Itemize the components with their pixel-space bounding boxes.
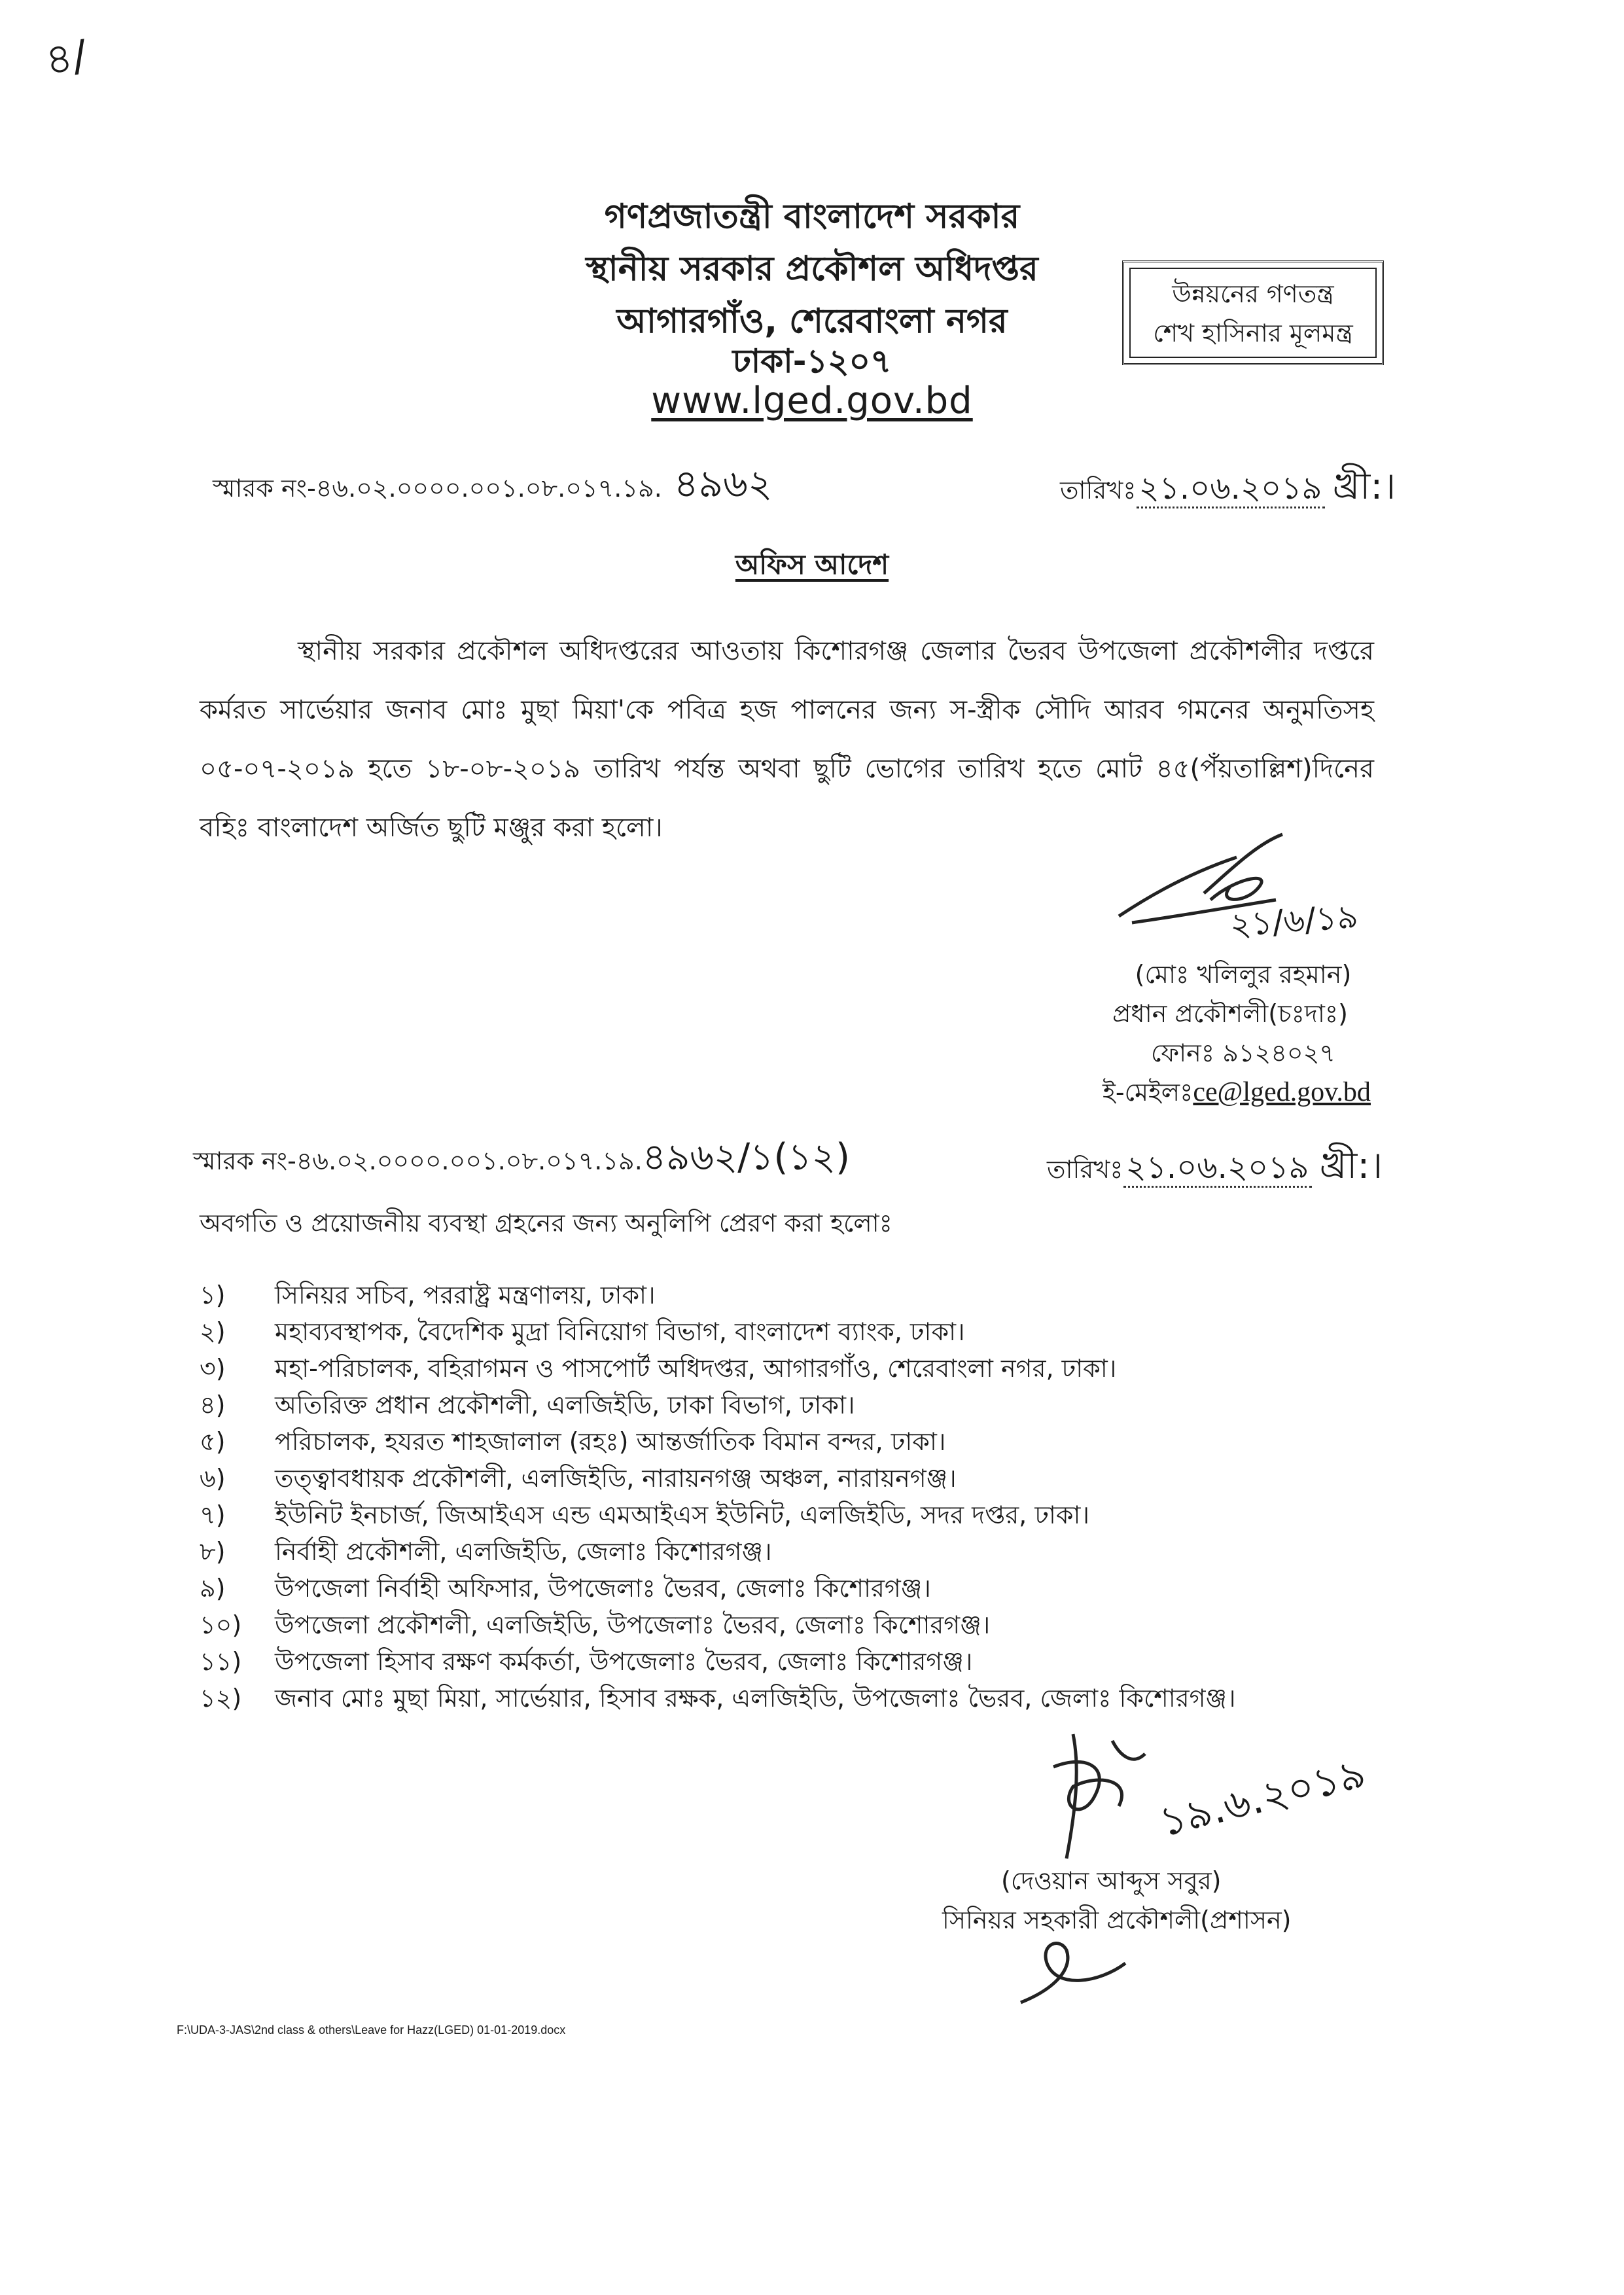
recipient-text: সিনিয়র সচিব, পররাষ্ট্র মন্ত্রণালয়, ঢাকা।: [275, 1281, 656, 1309]
email-link[interactable]: ce@lged.gov.bd: [1193, 1077, 1371, 1107]
recipient-number: ৬): [200, 1464, 226, 1493]
date-label: তারিখঃ: [1047, 1155, 1123, 1184]
footer-file-path: F:\UDA-3-JAS\2nd class & others\Leave for Hazz(LGED) 01-01-2019.docx: [177, 2023, 566, 2037]
recipient-text: জনাব মোঃ মুছা মিয়া, সার্ভেয়ার, হিসাব রক্ষক, এলজিইডি, উপজেলাঃ ভৈরব, জেলাঃ কিশোরগঞ্জ।: [275, 1684, 1236, 1713]
header-address: আগারগাঁও, শেরেবাংলা নগর: [616, 302, 1008, 341]
signatory-2-name: (দেওয়ান আব্দুস সবুর): [1001, 1866, 1222, 1895]
memo-handwritten-number: ৪৯৬২: [673, 461, 773, 506]
memo-label: স্মারক নং-৪৬.০২.০০০০.০০১.০৮.০১৭.১৯.: [213, 474, 662, 503]
recipient-text: পরিচালক, হযরত শাহজালাল (রহঃ) আন্তর্জাতিক বিমান বন্দর, ঢাকা।: [275, 1427, 946, 1456]
recipient-number: ১২): [200, 1684, 242, 1713]
recipient-number: ৫): [200, 1427, 226, 1456]
recipient-text: তত্ত্বাবধায়ক প্রকৌশলী, এলজিইডি, নারায়নগঞ্জ অঞ্চল, নারায়নগঞ্জ।: [275, 1464, 957, 1493]
header-website[interactable]: www.lged.gov.bd: [651, 380, 973, 422]
era-handwritten: খ্রী:।: [1332, 465, 1396, 508]
motto-line-1: উন্নয়নের গণতন্ত্র: [1172, 279, 1334, 308]
recipient-number: ১১): [200, 1647, 242, 1676]
motto-box: [1122, 260, 1384, 365]
recipient-text: অতিরিক্ত প্রধান প্রকৌশলী, এলজিইডি, ঢাকা বিভাগ, ঢাকা।: [275, 1391, 855, 1419]
signatory-1-email: [1034, 1073, 1439, 1115]
memo-number-1: [213, 455, 773, 518]
date-label: তারিখঃ: [1060, 476, 1137, 505]
motto-line-2: শেখ হাসিনার মূলমন্ত্র: [1153, 319, 1353, 347]
signature-2-scribble: [1034, 1728, 1165, 1885]
memo-date-2: [1047, 1137, 1383, 1199]
recipient-number: ৮): [200, 1537, 226, 1566]
memo-label: স্মারক নং-৪৬.০২.০০০০.০০১.০৮.০১৭.১৯.: [193, 1147, 643, 1175]
signatory-1-phone: ফোনঃ ৯১২৪০২৭: [1150, 1039, 1336, 1067]
memo-number-2: [193, 1129, 850, 1190]
email-label: ই-মেইলঃ: [1103, 1078, 1193, 1107]
recipient-text: উপজেলা নির্বাহী অফিসার, উপজেলাঃ ভৈরব, জেলাঃ কিশোরগঞ্জ।: [275, 1574, 931, 1603]
memo-date-1: [1060, 458, 1396, 520]
header-department: স্থানীয় সরকার প্রকৌশল অধিদপ্তর: [586, 249, 1038, 289]
recipient-number: ২): [200, 1317, 226, 1346]
recipient-number: ১): [200, 1281, 226, 1309]
memo-handwritten-number: ৪৯৬২/১(১২): [642, 1136, 850, 1179]
signatory-2-designation: সিনিয়র সহকারী প্রকৌশলী(প্রশাসন): [942, 1906, 1292, 1934]
corner-handwritten-mark: ৪/: [42, 31, 90, 86]
recipient-number: ৯): [200, 1574, 226, 1603]
recipient-text: উপজেলা প্রকৌশলী, এলজিইডি, উপজেলাঃ ভৈরব, জেলাঃ কিশোরগঞ্জ।: [275, 1610, 991, 1639]
recipient-text: মহা-পরিচালক, বহিরাগমন ও পাসপোর্ট অধিদপ্তর, আগারগাঁও, শেরেবাংলা নগর, ঢাকা।: [275, 1354, 1117, 1383]
date-handwritten: ২১.০৬.২০১৯: [1137, 470, 1325, 508]
recipient-text: ইউনিট ইনচার্জ, জিআইএস এন্ড এমআইএস ইউনিট, এলজিইডি, সদর দপ্তর, ঢাকা।: [275, 1501, 1090, 1529]
copy-intro: অবগতি ও প্রয়োজনীয় ব্যবস্থা গ্রহনের জন্য অনুলিপি প্রেরণ করা হলোঃ: [200, 1209, 892, 1237]
signature-1-date: ২১/৬/১৯: [1228, 897, 1360, 944]
era-handwritten: খ্রী:।: [1319, 1145, 1383, 1187]
signatory-1-designation: প্রধান প্রকৌশলী(চঃদাঃ): [1112, 999, 1348, 1028]
recipient-number: ৪): [200, 1391, 226, 1419]
recipient-number: ৭): [200, 1501, 226, 1529]
signatory-1-name: (মোঃ খলিলুর রহমান): [1135, 960, 1352, 989]
signature-2-flourish: [995, 1917, 1165, 2022]
date-handwritten: ২১.০৬.২০১৯: [1123, 1149, 1312, 1188]
recipient-number: ৩): [200, 1354, 226, 1383]
recipient-number: ১০): [200, 1610, 242, 1639]
recipient-text: মহাব্যবস্থাপক, বৈদেশিক মুদ্রা বিনিয়োগ বিভাগ, বাংলাদেশ ব্যাংক, ঢাকা।: [275, 1317, 965, 1346]
order-title: অফিস আদেশ: [735, 548, 889, 580]
header-city: ঢাকা-১২০৭: [732, 342, 892, 380]
header-government: গণপ্রজাতন্ত্রী বাংলাদেশ সরকার: [604, 197, 1020, 236]
signature-2-date: ১৯.৬.২০১৯: [1154, 1749, 1371, 1846]
order-body: স্থানীয় সরকার প্রকৌশল অধিদপ্তরের আওতায় কিশোরগঞ্জ জেলার ভৈরব উপজেলা প্রকৌশলীর দপ্তরে কর্মরত সার্ভেয়ার জনাব মোঃ মুছা মিয়া'কে পবিত্র হজ পালনের জন্য স-স্ত্রীক সৌদি আরব গমনের অনুমতিসহ ০৫-০৭-২০১৯ হতে ১৮-০৮-২০১৯ তারিখ পর্যন্ত অথবা ছুটি ভোগের তারিখ হতে মোট ৪৫(পঁয়তাল্লিশ)দিনের বহিঃ বাংলাদেশ অর্জিত ছুটি মঞ্জুর করা হলো।: [200, 636, 1374, 843]
recipient-text: উপজেলা হিসাব রক্ষণ কর্মকর্তা, উপজেলাঃ ভৈরব, জেলাঃ কিশোরগঞ্জ।: [275, 1647, 973, 1676]
recipient-text: নির্বাহী প্রকৌশলী, এলজিইডি, জেলাঃ কিশোরগঞ্জ।: [275, 1537, 772, 1566]
